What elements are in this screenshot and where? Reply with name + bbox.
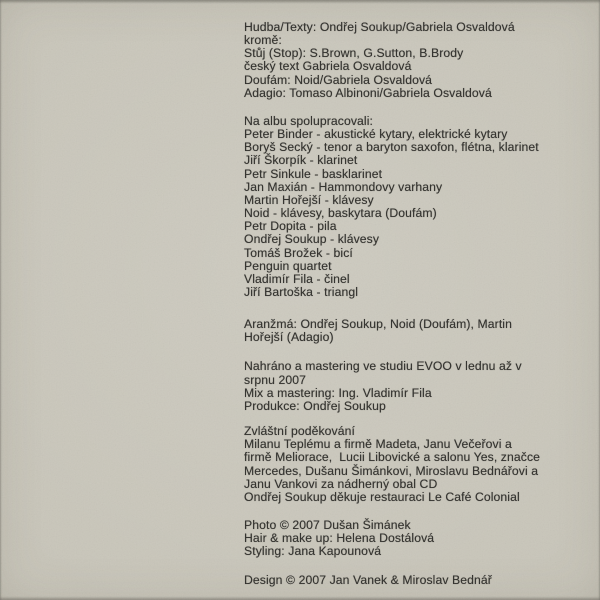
credit-line: srpnu 2007 — [244, 372, 306, 387]
credit-line: Nahráno a mastering ve studiu EVOO v lednu až v — [244, 359, 522, 374]
credit-line: Adagio: Tomaso Albinoni/Gabriela Osvaldová — [244, 85, 492, 100]
credit-line: Peter Binder - akustické kytary, elektrické kytary — [244, 127, 508, 142]
credit-line: Produkce: Ondřej Soukup — [244, 398, 386, 413]
credit-line: Ondřej Soukup děkuje restauraci Le Café Colonial — [244, 489, 520, 504]
special-thanks-block — [244, 425, 584, 504]
credit-line: Hudba/Texty: Ondřej Soukup/Gabriela Osvaldová — [244, 20, 515, 34]
credit-line: Photo © 2007 Dušan Šimánek — [244, 518, 411, 532]
photo-credits-block — [244, 519, 584, 558]
design-credit-block — [244, 574, 584, 587]
recording-block — [244, 360, 584, 413]
credit-line: Penguin quartet — [244, 258, 332, 273]
credit-line: Jan Maxián - Hammondovy varhany — [244, 179, 443, 194]
credit-line: Mix a mastering: Ing. Vladimír Fila — [244, 385, 432, 400]
special-thanks-heading: Zvláštní poděkování — [244, 424, 355, 439]
credit-line: Petr Dopita - pila — [244, 219, 337, 234]
credit-line: Styling: Jana Kapounová — [244, 544, 382, 559]
credit-line: Petr Sinkule - basklarinet — [244, 166, 383, 181]
credit-line: Hair & make up: Helena Dostálová — [244, 531, 435, 546]
arrangement-block — [244, 318, 584, 344]
credit-line: Jiří Bartoška - triangl — [244, 284, 359, 299]
contributors-block — [244, 115, 584, 299]
credit-line: Doufám: Noid/Gabriela Osvaldová — [244, 72, 433, 87]
credit-line: Milanu Teplému a firmě Madeta, Janu Večeřovi a — [244, 437, 512, 452]
credit-line: Jiří Škorpík - klarinet — [244, 153, 358, 168]
credit-line: kromě: — [244, 33, 282, 48]
credit-line: Hořejší (Adagio) — [244, 330, 334, 345]
credit-line: Tomáš Brožek - bicí — [244, 245, 353, 260]
credit-line: Vladimír Fila - činel — [244, 271, 350, 286]
credit-line: Design © 2007 Jan Vanek & Miroslav Bednář — [244, 573, 492, 588]
credit-line: Mercedes, Dušanu Šimánkovi, Miroslavu Bednářovi a — [244, 463, 539, 478]
credit-line: Ondřej Soukup - klávesy — [244, 232, 380, 247]
credit-line: Martin Hořejší - klávesy — [244, 192, 374, 207]
contributors-heading: Na albu spolupracovali: — [244, 113, 373, 128]
credit-line: Stůj (Stop): S.Brown, G.Sutton, B.Brody — [244, 46, 464, 61]
credit-line: Noid - klávesy, baskytara (Doufám) — [244, 206, 437, 221]
credits-text-column — [244, 21, 584, 588]
music-credits-block — [244, 21, 584, 100]
credit-line: Aranžmá: Ondřej Soukup, Noid (Doufám), Martin — [244, 317, 512, 332]
credit-line: Boryš Secký - tenor a baryton saxofon, flétna, klarinet — [244, 140, 539, 155]
credit-line: firmě Meliorace, Lucii Libovické a salonu Yes, značce — [244, 450, 541, 465]
credit-line: Janu Vankovi za nádherný obal CD — [244, 476, 438, 491]
credit-line: český text Gabriela Osvaldová — [244, 59, 412, 74]
